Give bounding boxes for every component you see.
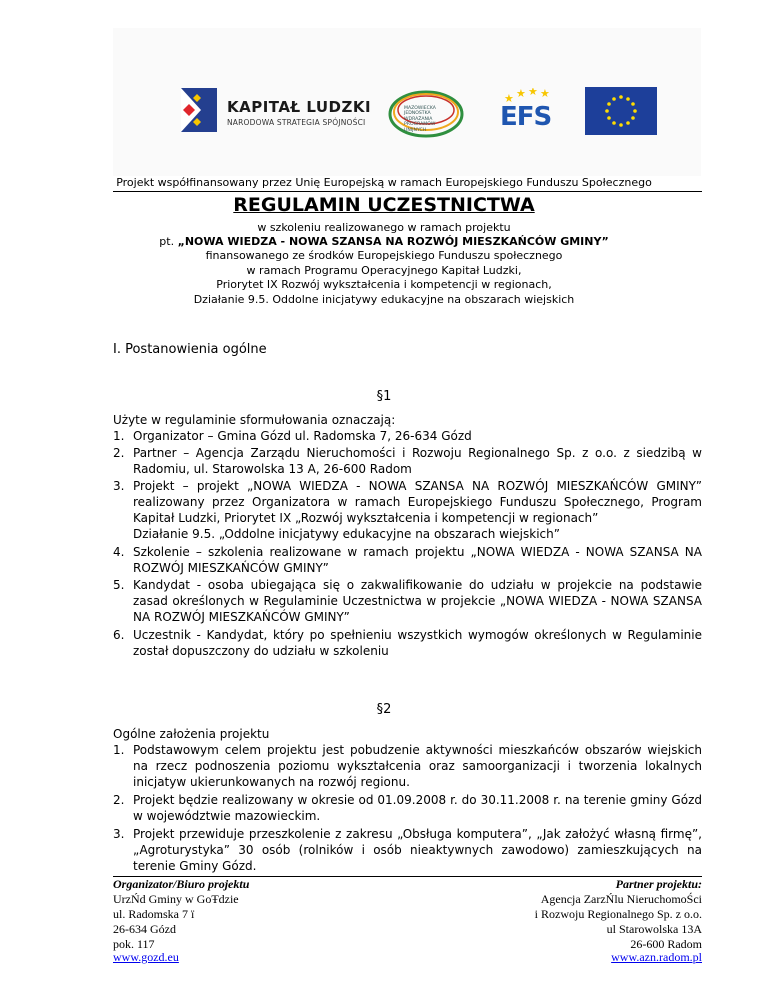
subtitle-line-6: Działanie 9.5. Oddolne inicjatywy edukacyjne na obszarach wiejskich bbox=[193, 293, 575, 306]
partner-website-wrap bbox=[611, 950, 702, 965]
partner-line-3: ul Starowolska 13A bbox=[606, 922, 702, 936]
list-item bbox=[113, 792, 702, 824]
list-text: Partner – Agencja Zarządu Nieruchomości i Rozwoju Regionalnego Sp. z o.o. z siedzibą w Radomiu, ul. Starowolska 13 A, 26-600 Radom bbox=[133, 446, 702, 476]
organizer-website-wrap bbox=[113, 950, 179, 965]
list-number: 1. bbox=[113, 429, 125, 443]
list-text-extra: Działanie 9.5. „Oddolne inicjatywy edukacyjne na obszarach wiejskich” bbox=[133, 527, 560, 541]
organizer-heading: Organizator/Biuro projektu bbox=[113, 877, 250, 891]
list-number: 2. bbox=[113, 446, 125, 460]
footer-organizer bbox=[113, 877, 353, 952]
subtitle-prefix: pt. bbox=[159, 235, 178, 248]
partner-website-link[interactable]: www.azn.radom.pl bbox=[611, 950, 702, 964]
list-text: Projekt będzie realizowany w okresie od 01.09.2008 r. do 30.11.2008 r. na terenie gminy Gózd w województwie mazowieckim. bbox=[133, 793, 702, 823]
list-text: Projekt przewiduje przeszkolenie z zakresu „Obsługa komputera”, „Jak założyć własną firmę”, „Agroturystyka” 30 osób (rolników i osób nieaktywnych zawodowo) zamieszkujących na terenie Gminy Gózd. bbox=[133, 827, 702, 873]
list-text: Szkolenie – szkolenia realizowane w ramach projektu „NOWA WIEDZA - NOWA SZANSA NA ROZWÓJ MIESZKAŃCÓW GMINY” bbox=[133, 545, 702, 575]
partner-line-1: Agencja ZarzŃlu NieruchomoŚci bbox=[540, 892, 702, 906]
svg-text:★: ★ bbox=[516, 88, 526, 100]
list-text: Organizator – Gmina Gózd ul. Radomska 7, 26-634 Gózd bbox=[133, 429, 472, 443]
list-number: 6. bbox=[113, 628, 125, 642]
list-text: Uczestnik - Kandydat, który po spełnieniu wszystkich wymogów określonych w Regulaminie został dopuszczony do udziału w szkoleniu bbox=[133, 628, 702, 658]
paragraph-2-mark: §2 bbox=[376, 702, 392, 717]
subtitle-line-5: Priorytet IX Rozwój wykształcenia i kompetencji w regionach, bbox=[216, 278, 552, 291]
organizer-line-4: pok. 117 bbox=[113, 937, 155, 951]
svg-text:★: ★ bbox=[528, 88, 538, 98]
efs-logo bbox=[498, 88, 562, 134]
list-number: 1. bbox=[113, 743, 125, 757]
kapital-ludzki-emblem-icon bbox=[177, 80, 227, 140]
eu-flag-logo bbox=[585, 87, 657, 135]
project-name: „NOWA WIEDZA - NOWA SZANSA NA ROZWÓJ MIESZKAŃCÓW GMINY” bbox=[177, 235, 609, 248]
list-item bbox=[113, 478, 702, 542]
efs-text: EFS bbox=[500, 102, 552, 132]
partner-line-2: i Rozwoju Regionalnego Sp. z o.o. bbox=[534, 907, 702, 921]
organizer-line-2: ul. Radomska 7 ï bbox=[113, 907, 195, 921]
kapital-ludzki-title: KAPITAŁ LUDZKI bbox=[227, 98, 372, 116]
cofinancing-caption: Projekt współfinansowany przez Unię Europejską w ramach Europejskiego Funduszu Społecznego bbox=[116, 176, 652, 189]
subtitle-line-2 bbox=[0, 235, 768, 248]
footer-partner bbox=[442, 877, 702, 952]
list-item bbox=[113, 544, 702, 576]
kapital-ludzki-logo bbox=[177, 80, 377, 140]
document-title: REGULAMIN UCZESTNICTWA bbox=[233, 194, 535, 216]
list-number: 2. bbox=[113, 793, 125, 807]
header-divider bbox=[113, 191, 702, 192]
list-number: 5. bbox=[113, 578, 125, 592]
svg-text:★: ★ bbox=[504, 92, 514, 105]
partner-line-4: 26-600 Radom bbox=[630, 937, 702, 951]
list-item bbox=[113, 445, 702, 477]
mazowiecka-jednostka-logo bbox=[386, 86, 466, 142]
section1-intro: Użyte w regulaminie sformułowania oznaczają: bbox=[113, 413, 396, 427]
organizer-website-link[interactable]: www.gozd.eu bbox=[113, 950, 179, 964]
list-text: Kandydat - osoba ubiegająca się o zakwalifikowanie do udziału w projekcie na podstawie zasad określonych w Regulaminie Uczestnictwa w projekcie „NOWA WIEDZA - NOWA SZANSA NA ROZWÓJ MIESZKAŃCÓW GMINY” bbox=[133, 578, 702, 624]
list-number: 3. bbox=[113, 827, 125, 841]
list-item bbox=[113, 742, 702, 790]
eu-flag-icon bbox=[585, 87, 657, 135]
subtitle-line-3: finansowanego ze środków Europejskiego Funduszu społecznego bbox=[205, 249, 563, 262]
list-item bbox=[113, 577, 702, 625]
kapital-ludzki-subtitle: NARODOWA STRATEGIA SPÓJNOŚCI bbox=[227, 118, 366, 127]
section-heading: I. Postanowienia ogólne bbox=[113, 342, 267, 357]
svg-text:★: ★ bbox=[540, 88, 550, 100]
list-item bbox=[113, 428, 702, 444]
subtitle-line-4: w ramach Programu Operacyjnego Kapitał Ludzki, bbox=[246, 264, 522, 277]
list-text: Projekt – projekt „NOWA WIEDZA - NOWA SZANSA NA ROZWÓJ MIESZKAŃCÓW GMINY” realizowany przez Organizatora w ramach Europejskiego Funduszu Społecznego, Program Kapitał Ludzki, Priorytet IX „Rozwój wykształcenia i kompetencji w regionach” bbox=[133, 479, 702, 525]
paragraph-1-mark: §1 bbox=[376, 389, 392, 404]
list-text: Podstawowym celem projektu jest pobudzenie aktywności mieszkańców obszarów wiejskich na rzecz podnoszenia poziomu wykształcenia oraz samoorganizacji i tworzenia lokalnych inicjatyw ukierunkowanych na rozwój regionu. bbox=[133, 743, 702, 789]
list-number: 3. bbox=[113, 479, 125, 493]
list-item bbox=[113, 826, 702, 874]
organizer-line-3: 26-634 Gózd bbox=[113, 922, 176, 936]
organizer-line-1: UrzŃd Gminy w GoŦdzie bbox=[113, 892, 239, 906]
mazowiecka-text: MAZOWIECKA JEDNOSTKA WDRAŻANIA PROGRAMÓW UNIJNYCH bbox=[404, 106, 436, 133]
partner-heading: Partner projektu: bbox=[615, 877, 702, 891]
list-number: 4. bbox=[113, 545, 125, 559]
section2-intro: Ogólne założenia projektu bbox=[113, 727, 270, 741]
list-item bbox=[113, 627, 702, 659]
subtitle-line-1: w szkoleniu realizowanego w ramach projektu bbox=[257, 221, 511, 234]
